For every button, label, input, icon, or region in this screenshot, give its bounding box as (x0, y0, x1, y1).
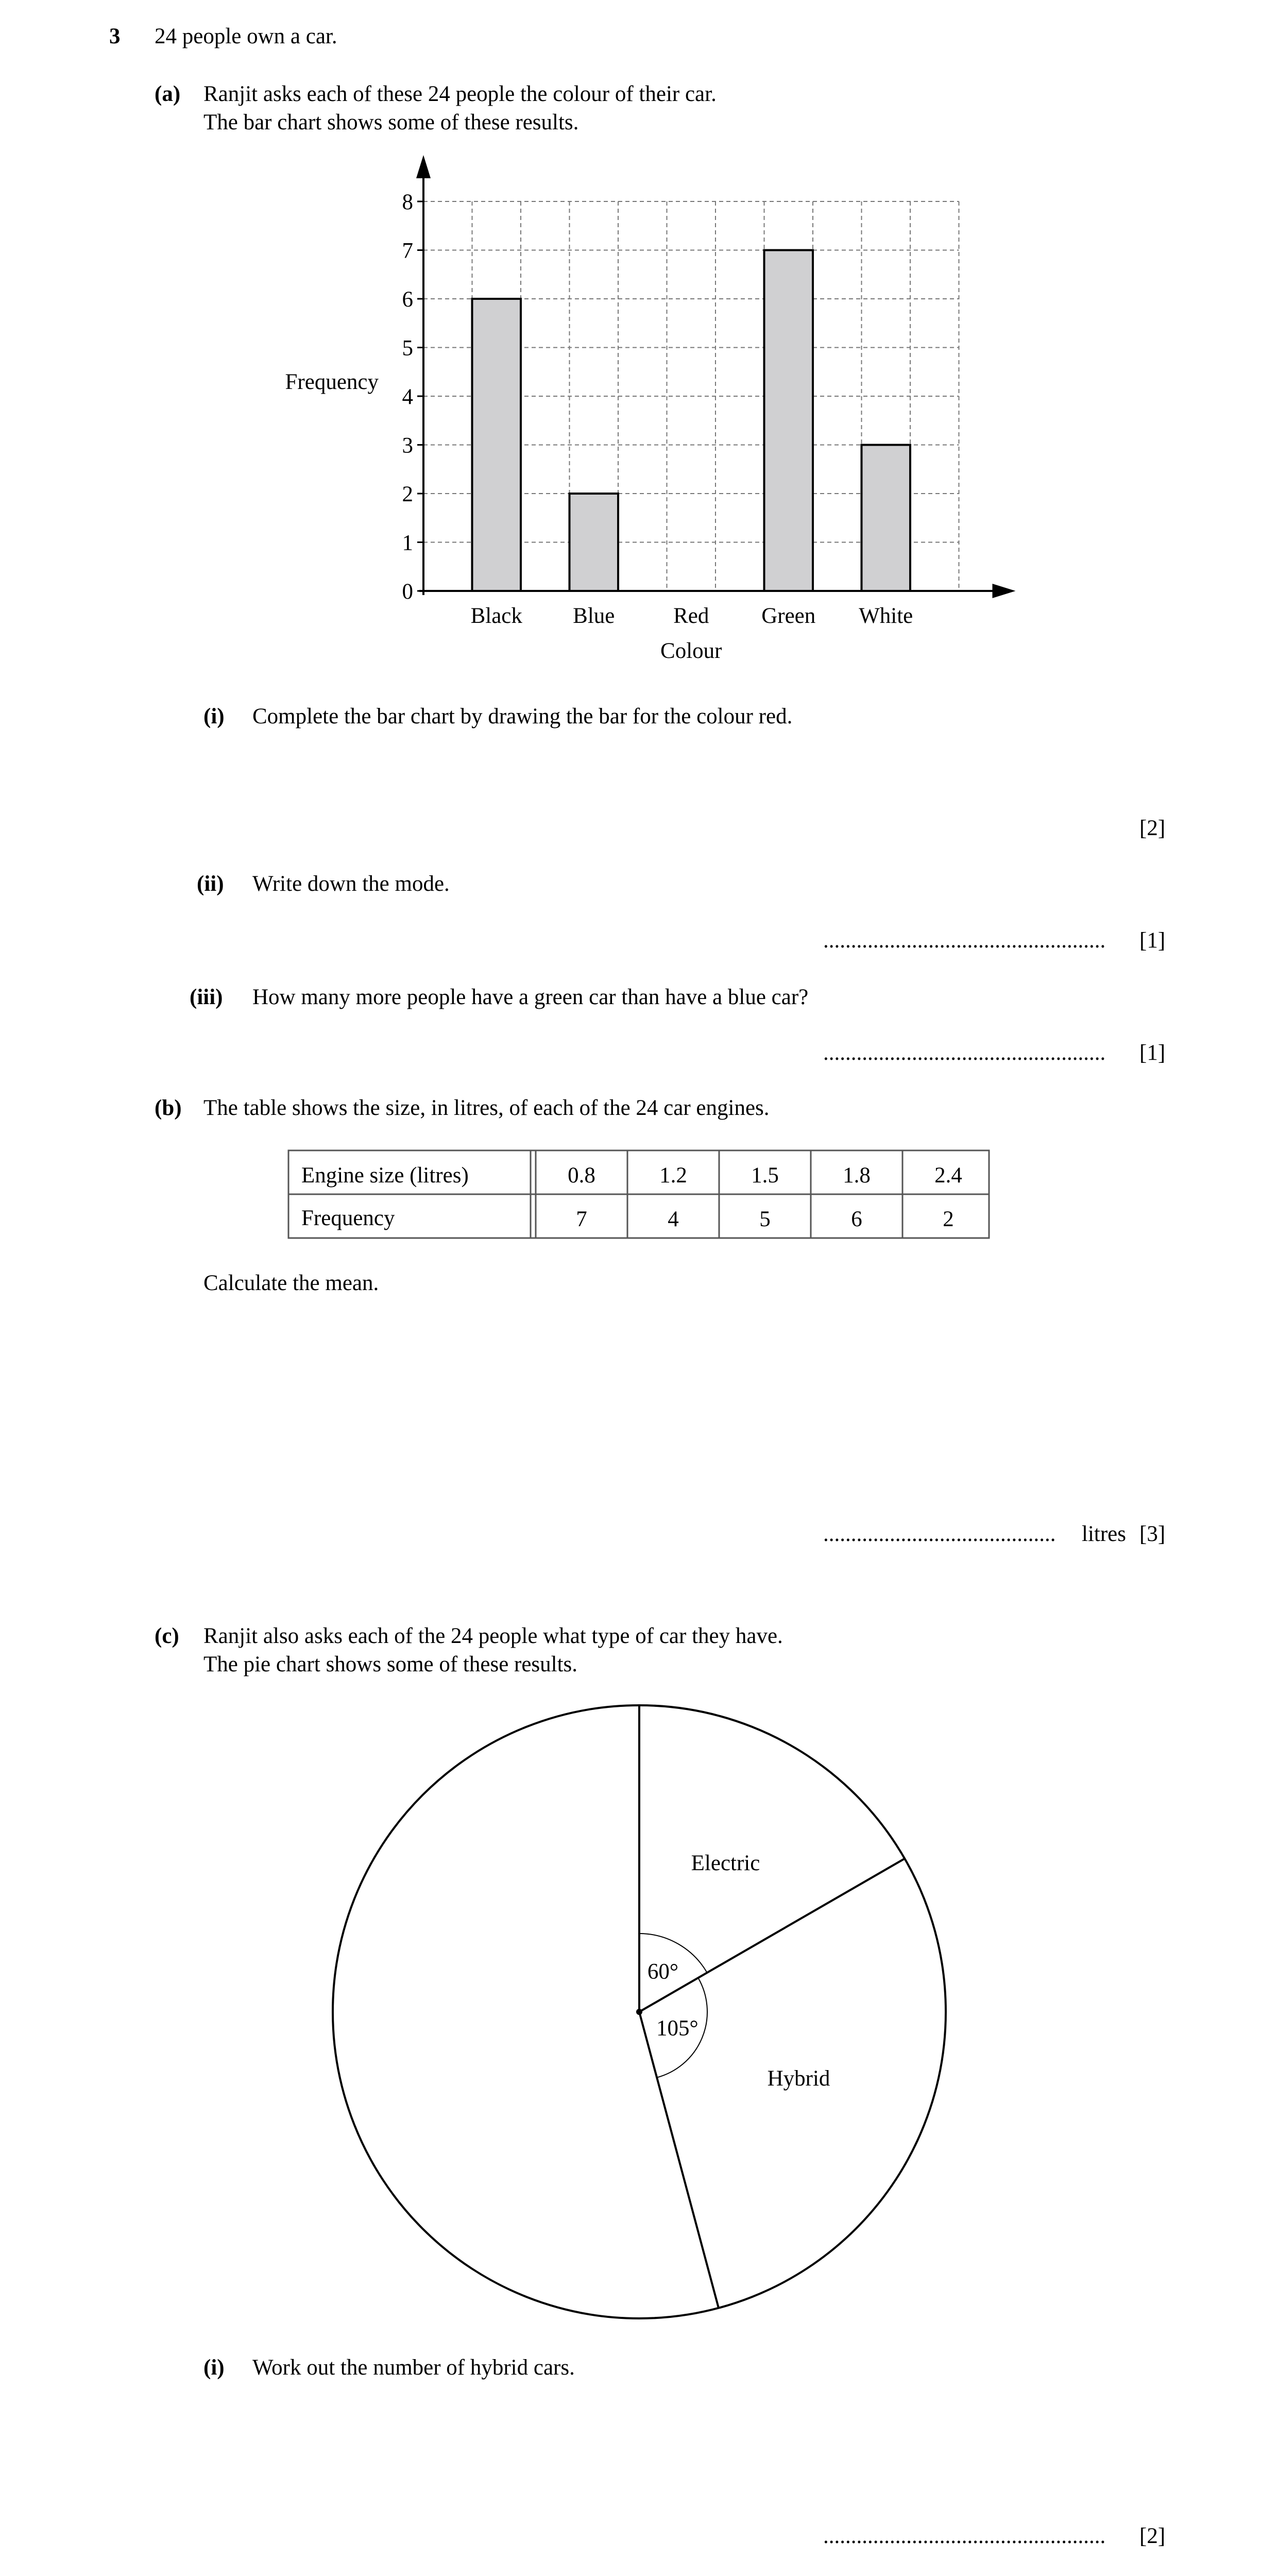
table-row-header-frequency: Frequency (301, 1206, 395, 1230)
x-tick-label-green: Green (761, 604, 816, 628)
table-cell-size: 1.8 (843, 1163, 871, 1188)
part-a-i-text: Complete the bar chart by drawing the bar for the colour red. (252, 704, 793, 728)
y-tick-label: 8 (402, 190, 413, 214)
x-axis-label: Colour (660, 639, 722, 663)
y-tick-label: 7 (402, 239, 413, 263)
part-a-line2: The bar chart shows some of these results. (203, 110, 579, 134)
part-b-unit: litres (1082, 1522, 1126, 1546)
y-tick-label: 4 (402, 385, 413, 409)
part-a-iii-label: (iii) (190, 985, 223, 1009)
y-tick-label: 0 (402, 580, 413, 604)
part-a-i-marks: [2] (1139, 816, 1166, 840)
y-tick-label: 1 (402, 531, 413, 555)
part-c-line2: The pie chart shows some of these results. (203, 1652, 578, 1676)
y-axis-label: Frequency (285, 370, 379, 394)
x-tick-label-white: White (859, 604, 913, 628)
y-tick-label: 6 (402, 287, 413, 312)
table-cell-frequency: 4 (668, 1207, 679, 1231)
x-tick-label-black: Black (470, 604, 522, 628)
part-a-ii-answer-line[interactable]: ................................................... (823, 928, 1106, 953)
question-intro: 24 people own a car. (155, 24, 337, 48)
pie-radius-line (639, 2012, 719, 2308)
table-row-header-engine-size: Engine size (litres) (301, 1163, 469, 1188)
table-cell-frequency: 6 (851, 1207, 862, 1231)
part-c-i-marks: [2] (1139, 2524, 1166, 2548)
part-a-iii-text: How many more people have a green car than have a blue car? (252, 985, 809, 1009)
part-c-line1: Ranjit also asks each of the 24 people what type of car they have. (203, 1624, 783, 1648)
part-a-ii-marks: [1] (1139, 928, 1166, 953)
table-cell-frequency: 7 (576, 1207, 587, 1231)
y-tick-label: 5 (402, 336, 413, 361)
part-a-line1: Ranjit asks each of these 24 people the colour of their car. (203, 82, 717, 106)
x-tick-label-blue: Blue (573, 604, 615, 628)
part-a-label: (a) (155, 82, 181, 106)
part-c-i-label: (i) (203, 2355, 225, 2380)
part-a-iii-marks: [1] (1139, 1041, 1166, 1065)
pie-slice-label-electric: Electric (691, 1851, 760, 1875)
pie-centre-dot (636, 2009, 642, 2015)
part-b-text: The table shows the size, in litres, of each of the 24 car engines. (203, 1096, 770, 1120)
part-a-ii-label: (ii) (197, 872, 224, 896)
pie-chart-sectors (636, 1705, 905, 2308)
table-cell-size: 1.2 (659, 1163, 687, 1188)
table-cell-size: 2.4 (934, 1163, 962, 1188)
table-cell-size: 1.5 (751, 1163, 779, 1188)
part-b-label: (b) (155, 1096, 182, 1120)
part-c-label: (c) (155, 1624, 179, 1648)
part-c-i-answer-line[interactable]: ................................................... (823, 2524, 1106, 2548)
y-tick-label: 2 (402, 482, 413, 506)
pie-radius-line (639, 1859, 905, 2012)
y-tick-label: 3 (402, 433, 413, 458)
question-number: 3 (109, 24, 121, 48)
table-cell-frequency: 2 (943, 1207, 954, 1231)
pie-chart-labels (647, 1851, 830, 2091)
pie-angle-label: 60° (647, 1959, 679, 1984)
table-cell-size: 0.8 (568, 1163, 595, 1188)
part-b-marks: [3] (1139, 1522, 1166, 1546)
part-a-iii-answer-line[interactable]: ................................................... (823, 1041, 1106, 1065)
table-cell-frequency: 5 (759, 1207, 771, 1231)
pie-angle-label: 105° (656, 2016, 698, 2041)
part-a-ii-text: Write down the mode. (252, 872, 450, 896)
x-tick-label-red: Red (673, 604, 709, 628)
part-b-instruction: Calculate the mean. (203, 1271, 379, 1295)
part-a-i-label: (i) (203, 704, 225, 728)
part-c-i-text: Work out the number of hybrid cars. (252, 2355, 575, 2380)
part-b-answer-line[interactable]: .......................................... (823, 1522, 1056, 1546)
pie-slice-label-hybrid: Hybrid (767, 2066, 830, 2091)
